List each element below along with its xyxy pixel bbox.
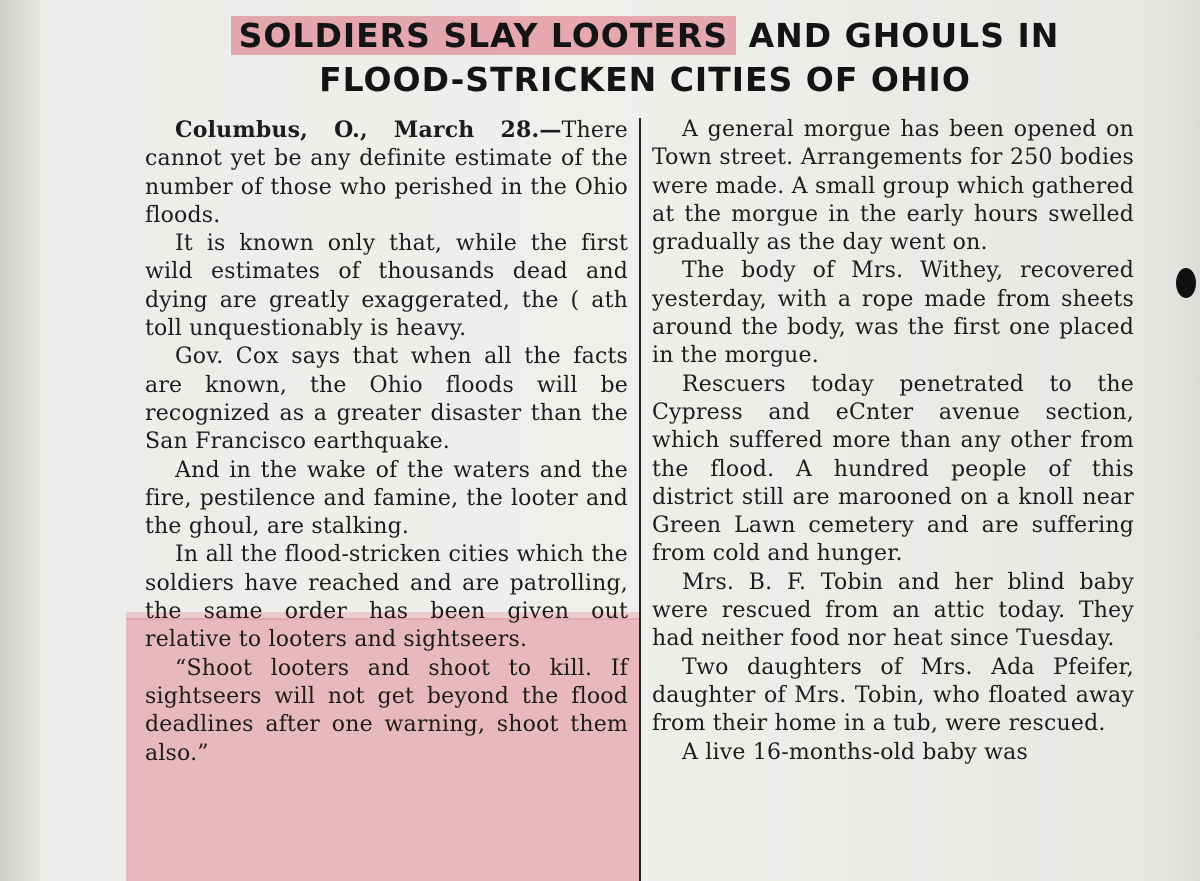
ink-blot xyxy=(1176,268,1196,298)
highlighted-quote: “Shoot looters and shoot to kill. If sightseers will not get beyond the flood deadlines after one warning, shoot them also.” xyxy=(145,655,628,766)
article-paragraph: Rescuers today penetrated to the Cypress and eCnter avenue section, which suffered more than any other from the flood. A hundred people of this district still are marooned on a knoll near Green Lawn cemetery and are suffering from cold and hunger. xyxy=(652,371,1134,567)
headline-highlight: SOLDIERS SLAY LOOTERS xyxy=(231,16,736,55)
page-edge-shadow xyxy=(0,0,40,881)
article-paragraph: Mrs. B. F. Tobin and her blind baby were rescued from an attic today. They had neither food nor heat since Tuesday. xyxy=(652,569,1134,652)
column-rule xyxy=(639,118,641,881)
article-paragraph: Gov. Cox says that when all the facts are known, the Ohio floods will be recognized as a greater disaster than the San Francisco earthquake. xyxy=(145,344,628,455)
article-paragraph: Two daughters of Mrs. Ada Pfeifer, daughter of Mrs. Tobin, who floated away from their home in a tub, were rescued. xyxy=(652,654,1134,737)
headline xyxy=(140,14,1150,102)
left-column xyxy=(145,116,628,768)
dateline: Columbus, O., March 28.— xyxy=(175,117,562,143)
article-paragraph: And in the wake of the waters and the fire, pestilence and famine, the looter and the ghoul, are stalking. xyxy=(145,457,628,540)
highlighted-paragraph: In all the flood-stricken cities which the soldiers have reached and are patrolling, the same order has been given out relative to looters and sightseers. xyxy=(145,542,628,653)
headline-line-2: FLOOD-STRICKEN CITIES OF OHIO xyxy=(319,60,971,99)
paragraph-text: There cannot yet be any definite estimate of the number of those who perished in the Ohio floods. xyxy=(145,118,628,228)
article-paragraph: A general morgue has been opened on Town street. Arrangements for 250 bodies were made. A small group which gathered at the morgue in the early hours swelled gradually as the day went on. xyxy=(652,117,1134,256)
article-paragraph xyxy=(145,116,628,230)
article-paragraph: A live 16-months-old baby was xyxy=(682,739,1028,765)
headline-rest: AND GHOULS IN xyxy=(748,16,1060,55)
headline-line-1 xyxy=(140,14,1150,58)
right-column xyxy=(652,116,1134,767)
article-paragraph: It is known only that, while the first wild estimates of thousands dead and dying are greatly exaggerated, the ( ath toll unquestionably is heavy. xyxy=(145,231,628,342)
article-paragraph: The body of Mrs. Withey, recovered yesterday, with a rope made from sheets around the body, was the first one placed in the morgue. xyxy=(652,258,1134,369)
